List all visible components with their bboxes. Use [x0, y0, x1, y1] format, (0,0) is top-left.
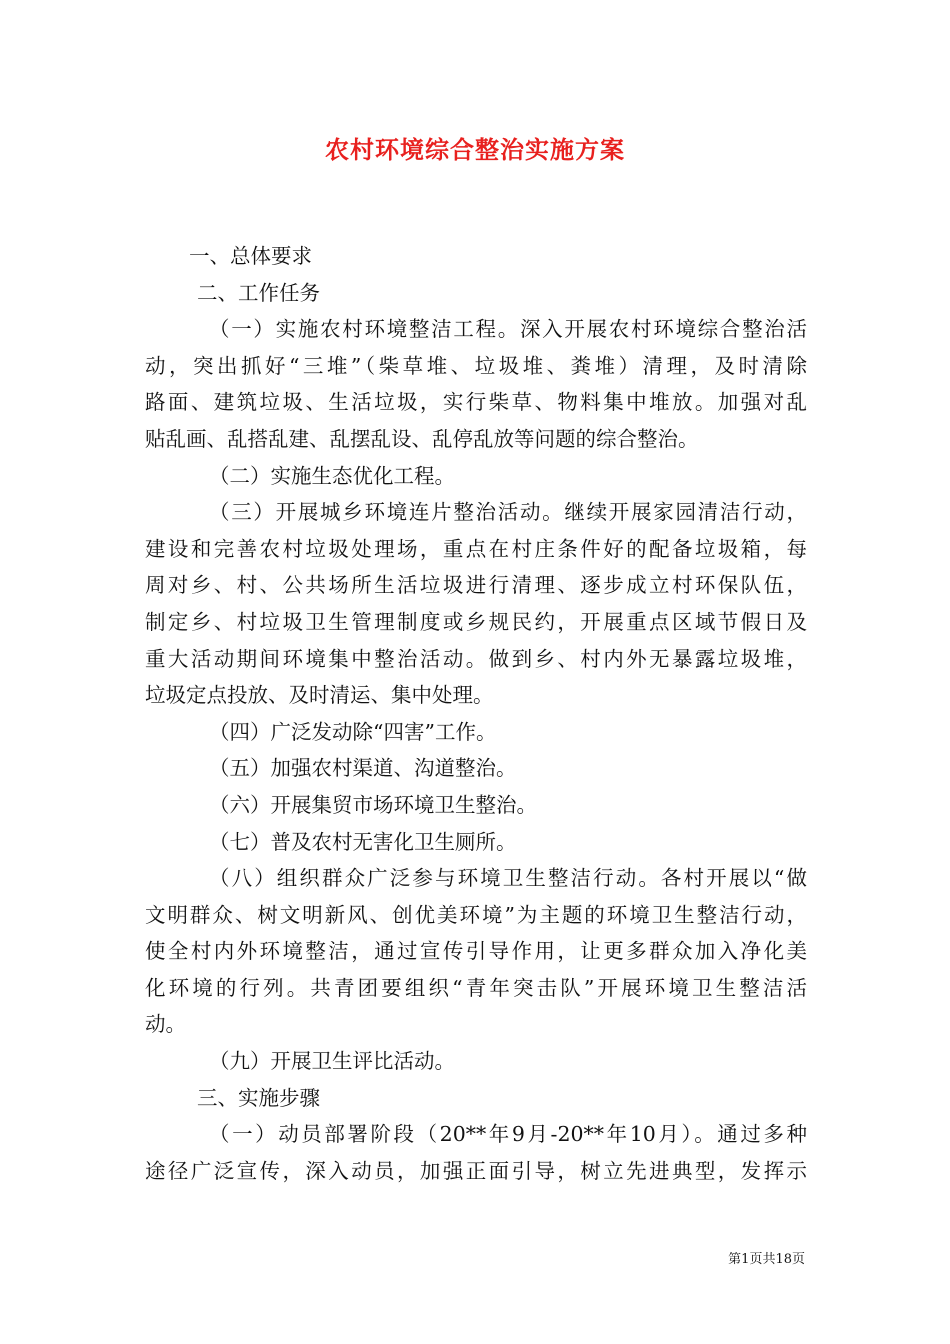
paragraph-line: 建设和完善农村垃圾处理场，重点在村庄条件好的配备垃圾箱，每: [145, 536, 807, 561]
paragraph-line: 贴乱画、乱搭乱建、乱摆乱设、乱停乱放等问题的综合整治。: [145, 426, 699, 451]
paragraph-line: 动。: [145, 1012, 186, 1037]
paragraph-line: （二）实施生态优化工程。: [209, 463, 455, 488]
paragraph-line: 动，突出抓好“三堆”（柴草堆、垃圾堆、粪堆）清理，及时清除: [145, 353, 807, 378]
paragraph-line: 路面、建筑垃圾、生活垃圾，实行柴草、物料集中堆放。加强对乱: [145, 390, 807, 415]
paragraph-line: 制定乡、村垃圾卫生管理制度或乡规民约，开展重点区域节假日及: [145, 609, 807, 634]
paragraph-line: （七）普及农村无害化卫生厕所。: [209, 829, 517, 854]
paragraph-line: 途径广泛宣传，深入动员，加强正面引导，树立先进典型，发挥示: [145, 1158, 807, 1183]
paragraph-line: 文明群众、树文明新风、创优美环境”为主题的环境卫生整洁行动，: [145, 902, 807, 927]
paragraph-line: （五）加强农村渠道、沟道整治。: [209, 756, 517, 781]
page-number-footer: 第1页共18页: [728, 1252, 805, 1267]
paragraph-line: （六）开展集贸市场环境卫生整治。: [209, 792, 537, 817]
section-heading: 二、工作任务: [197, 280, 320, 305]
document-body: [145, 238, 807, 1189]
document-title: 农村环境综合整治实施方案: [325, 135, 625, 164]
paragraph-line: （三）开展城乡环境连片整治活动。继续开展家园清洁行动，: [209, 500, 807, 525]
paragraph-line: （九）开展卫生评比活动。: [209, 1049, 455, 1074]
paragraph-line: 使全村内外环境整洁，通过宣传引导作用，让更多群众加入净化美: [145, 939, 807, 964]
paragraph-line: （八）组织群众广泛参与环境卫生整洁行动。各村开展以“做: [209, 866, 807, 891]
paragraph-line: （四）广泛发动除“四害”工作。: [209, 719, 497, 744]
paragraph-line: （一）实施农村环境整洁工程。深入开展农村环境综合整治活: [209, 317, 807, 342]
paragraph-line: （一）动员部署阶段（20**年9月-20**年10月）。通过多种: [209, 1122, 807, 1147]
paragraph-line: 垃圾定点投放、及时清运、集中处理。: [145, 683, 494, 708]
section-heading: 三、实施步骤: [197, 1085, 320, 1110]
section-heading: 一、总体要求: [189, 244, 312, 268]
paragraph-line: 化环境的行列。共青团要组织“青年突击队”开展环境卫生整洁活: [145, 975, 807, 1000]
paragraph-line: 周对乡、村、公共场所生活垃圾进行清理、逐步成立村环保队伍，: [145, 573, 807, 598]
paragraph-line: 重大活动期间环境集中整治活动。做到乡、村内外无暴露垃圾堆，: [145, 646, 807, 671]
